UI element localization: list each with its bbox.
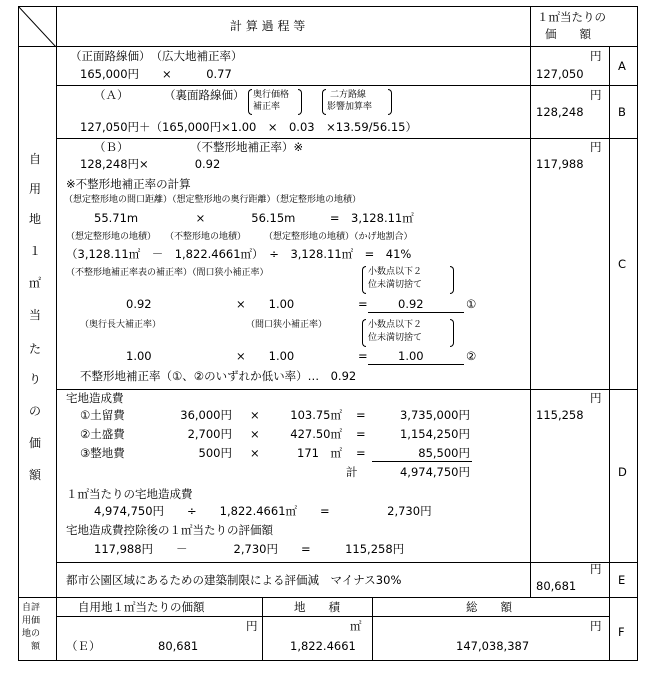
list-item: ①土留費 — [80, 408, 125, 422]
row-e-value: 80,681 — [536, 579, 577, 593]
row-c-label-b: （Ｂ） — [94, 140, 129, 154]
header-price-2: 価 額 — [545, 27, 591, 41]
row-c-bracket-right-1 — [450, 266, 454, 294]
row-b-value: 128,248 — [536, 105, 584, 119]
row-d-value: 115,258 — [536, 408, 584, 422]
row-f-side-3: 地の — [22, 629, 41, 639]
f-col2-line — [372, 597, 373, 661]
row-c-h3: （不整形地補正率表の補正率）（間口狭小補正率） — [66, 268, 269, 278]
row-b-bracket1-right — [298, 89, 302, 115]
row-a-bottom — [56, 85, 638, 86]
list-item: ③整地費 — [80, 446, 125, 460]
row-c-h1: （想定整形地の間口距離）（想定整形地の奥行距離）（想定整形地の地積） — [64, 195, 362, 205]
row-c-mark2: ② — [466, 349, 477, 363]
row-c-h2: （想定整形地の地積） （不整形地の地積） （想定整形地の地積）（かげ地割合） — [66, 232, 413, 242]
list-item: × — [250, 446, 260, 460]
row-e-unit: 円 — [590, 562, 602, 576]
row-c-v3a: 0.92 — [126, 297, 152, 311]
row-b-box2-2: 影響加算率 — [327, 102, 373, 112]
row-d-after-title: 宅地造成費控除後の１㎡当たりの評価額 — [66, 523, 273, 537]
list-item: 427.50㎡ — [290, 427, 342, 441]
row-c-v2: （3,128.11㎡ － 1,822.4661㎡） ÷ 3,128.11㎡ = 41% — [66, 247, 412, 261]
row-d-unit: 円 — [590, 391, 602, 405]
row-b-bottom — [56, 138, 638, 139]
row-c-h4b: （間口狭小補正率） — [246, 320, 328, 330]
list-item: = — [356, 408, 366, 422]
list-item: 36,000円 — [180, 408, 232, 422]
row-d-per-title: １㎡当たりの宅地造成費 — [66, 487, 193, 501]
row-c-h4a: （奥行長大補正率） — [80, 320, 162, 330]
row-d-after-line: 117,988円 － 2,730円 = 115,258円 — [94, 542, 405, 556]
row-f-price: 80,681 — [158, 639, 199, 653]
row-c-mark1: ① — [466, 297, 477, 311]
header-diagonal — [18, 6, 56, 47]
row-c-letter: C — [618, 257, 627, 271]
row-f-h-price: 自用地１㎡当たりの価額 — [78, 600, 205, 614]
list-item: 2,700円 — [187, 427, 232, 441]
row-a-unit: 円 — [590, 49, 602, 63]
list-item: 85,500円 — [418, 446, 470, 460]
list-item: 500円 — [198, 446, 232, 460]
row-b-bracket2-left — [322, 89, 326, 115]
row-d-bottom — [56, 562, 638, 563]
letter-col-line — [609, 47, 610, 661]
row-c-value: 117,988 — [536, 157, 584, 171]
row-b-box1-2: 補正率 — [253, 102, 281, 112]
row-f-unit-total: 円 — [590, 619, 602, 633]
row-a-line2: 165,000円 × 0.77 — [80, 67, 232, 81]
row-f-area: 1,822.4661 — [290, 639, 356, 653]
row-c-v3c: = — [358, 297, 368, 311]
list-item: 3,735,000円 — [399, 408, 470, 422]
row-f-unit-price: 円 — [246, 619, 258, 633]
row-c-v3b: × 1.00 — [236, 297, 295, 311]
row-f-h-total: 総 額 — [466, 600, 512, 614]
row-f-side-1: 自評 — [22, 603, 41, 613]
row-c-final: 不整形地補正率（①、②のいずれか低い率）… 0.92 — [80, 369, 357, 383]
row-b-letter: B — [618, 105, 626, 119]
list-item: 1,154,250円 — [399, 427, 470, 441]
frame-bottom — [18, 660, 638, 661]
list-item: × — [250, 408, 260, 422]
row-b-label-rear: （裏面路線価） — [164, 88, 245, 102]
row-c-v4a: 1.00 — [126, 349, 152, 363]
row-b-unit: 円 — [590, 88, 602, 102]
list-item: ②土盛費 — [80, 427, 125, 441]
row-c-v4r: 1.00 — [398, 349, 424, 363]
list-item: 171 ㎡ — [297, 446, 342, 460]
row-f-side-4: 額 — [22, 642, 41, 652]
side-col-line — [56, 6, 57, 597]
row-c-v3r: 0.92 — [398, 297, 424, 311]
f-col1-line — [262, 597, 263, 661]
row-e-text: 都市公園区域にあるための建築制限による評価減 マイナス30% — [66, 573, 402, 587]
frame-top — [18, 6, 638, 7]
row-f-unit-area: ㎡ — [350, 619, 362, 633]
row-d-letter: D — [618, 465, 627, 479]
row-b-box1-1: 奥行価格 — [253, 90, 290, 100]
row-c-round-2b: 位未満切捨て — [368, 333, 423, 343]
row-f-side-2: 用価 — [22, 616, 41, 626]
row-d-sum-label: 計 — [346, 465, 358, 479]
row-b-formula: 127,050円＋（165,000円×1.00 × 0.03 ×13.59/56.15） — [80, 120, 417, 134]
frame-left — [18, 6, 19, 661]
row-d-sum-value: 4,974,750円 — [399, 465, 470, 479]
f-side-line — [56, 597, 57, 661]
list-item: = — [356, 427, 366, 441]
row-c-bracket-left-1 — [362, 266, 366, 294]
row-b-label-a: （Ａ） — [94, 88, 129, 102]
row-a-value: 127,050 — [536, 67, 584, 81]
row-d-per-line: 4,974,750円 ÷ 1,822.4661㎡ = 2,730円 — [94, 504, 432, 518]
row-c-bottom — [56, 389, 638, 390]
row-e-bottom — [18, 597, 638, 598]
header-price-1: １㎡当たりの — [537, 10, 606, 24]
list-item: 103.75㎡ — [290, 408, 342, 422]
row-f-letter: F — [618, 625, 625, 639]
row-c-bracket-left-2 — [362, 319, 366, 347]
row-b-box2-1: 二方路線 — [330, 90, 367, 100]
value-col-line — [530, 6, 531, 597]
row-c-v4c: = — [358, 349, 368, 363]
row-d-sum-underline — [372, 461, 472, 462]
row-c-bracket-right-2 — [450, 319, 454, 347]
row-c-v1: 55.71m × 56.15m = 3,128.11㎡ — [94, 211, 414, 225]
row-c-note: ※不整形地補正率の計算 — [66, 177, 191, 191]
row-d-title: 宅地造成費 — [66, 391, 124, 405]
list-item: × — [250, 427, 260, 441]
row-c-underline-1 — [368, 312, 464, 313]
f-header-bottom — [56, 616, 609, 617]
row-c-round-1a: 小数点以下２ — [368, 267, 423, 277]
row-c-v4b: × 1.00 — [236, 349, 295, 363]
row-f-h-area: 地 積 — [294, 600, 340, 614]
row-c-underline-2 — [368, 364, 464, 365]
row-c-label-irreg: （不整形地補正率）※ — [190, 140, 304, 154]
row-a-line1: （正面路線価） （広大地補正率） — [70, 49, 243, 63]
row-c-round-1b: 位未満切捨て — [368, 280, 423, 290]
row-a-letter: A — [618, 59, 626, 73]
row-f-label-e: （Ｅ） — [66, 639, 101, 653]
row-c-round-2a: 小数点以下２ — [368, 320, 423, 330]
row-b-bracket1-left — [248, 89, 252, 115]
row-c-line1: 128,248円× 0.92 — [80, 157, 221, 171]
list-item: = — [356, 446, 366, 460]
row-e-letter: E — [618, 573, 626, 587]
header-bottom — [18, 46, 638, 47]
row-b-bracket2-right — [388, 89, 392, 115]
header-process: 計 算 過 程 等 — [230, 19, 306, 33]
row-f-total: 147,038,387 — [456, 639, 530, 653]
row-c-unit: 円 — [590, 140, 602, 154]
